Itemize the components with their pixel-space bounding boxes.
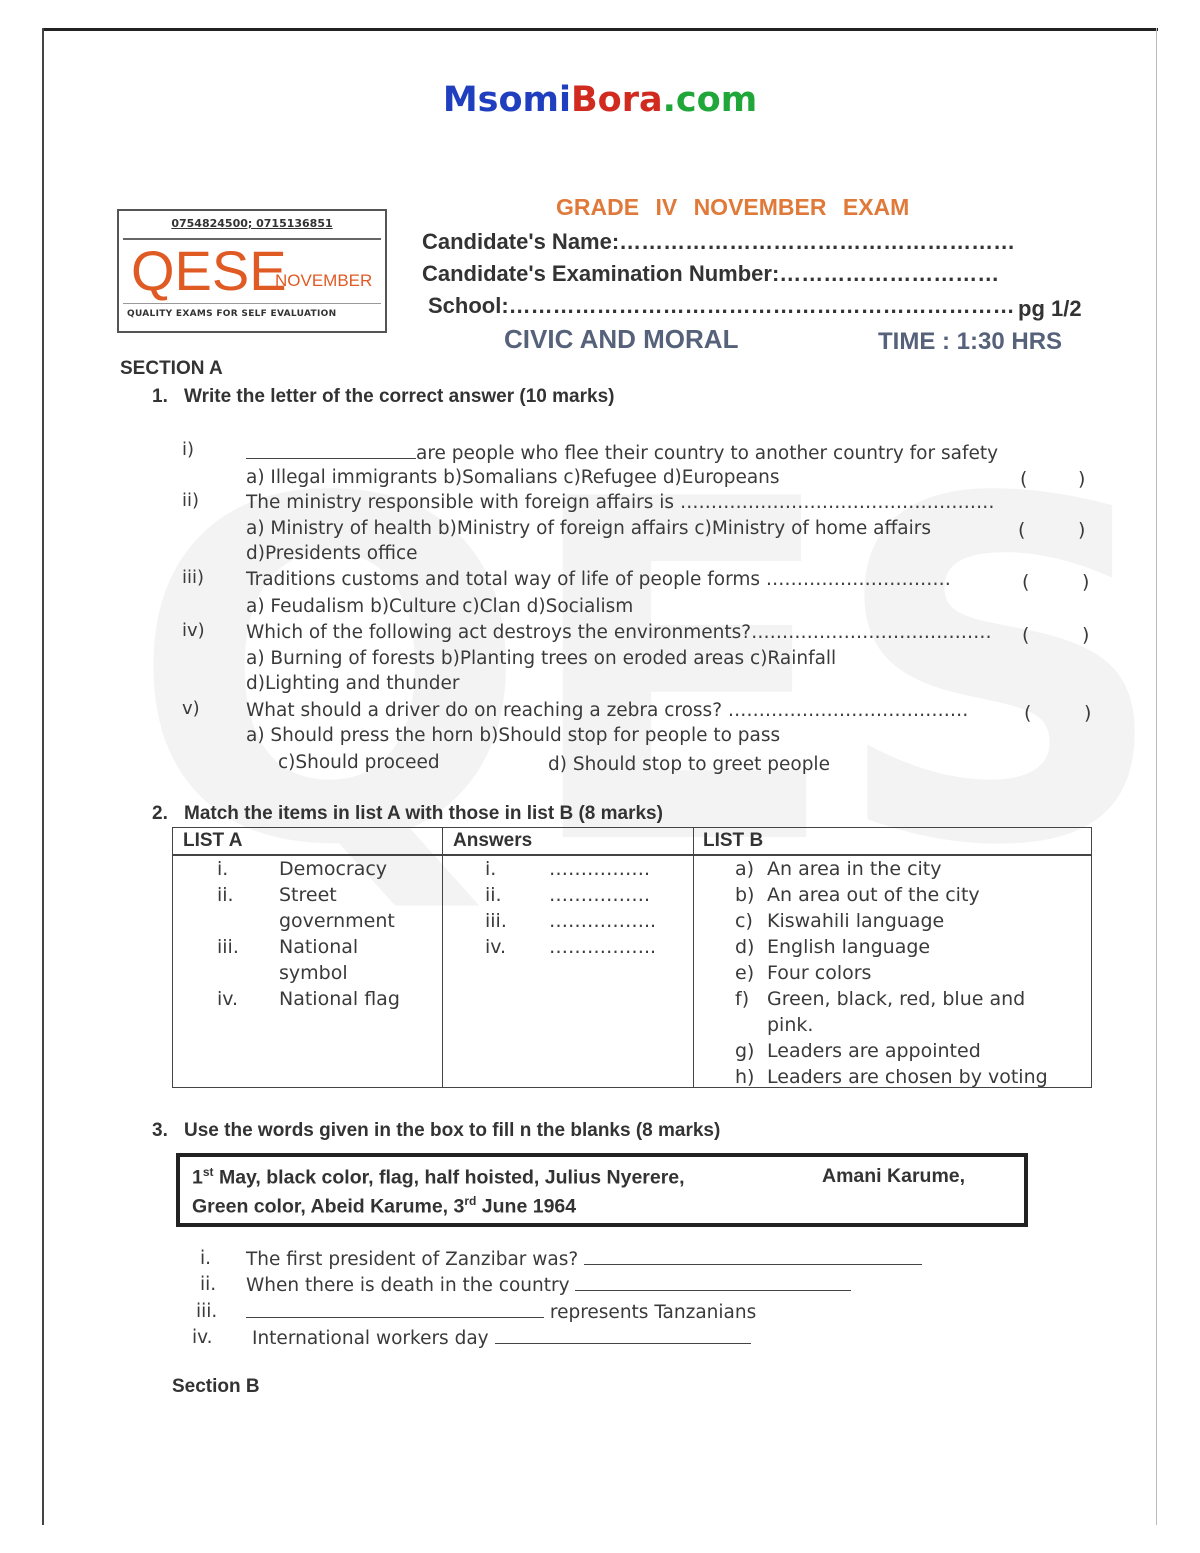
q3-item-1 xyxy=(246,1246,922,1273)
q1-item-4-question: Which of the following act destroys the environments?………………………………… xyxy=(246,622,992,643)
answers-header: Answers xyxy=(453,830,533,851)
q1-item-2-options: a) Ministry of health b)Ministry of foreign affairs c)Ministry of home affairs xyxy=(246,518,931,539)
q1-item-number: ii) xyxy=(182,490,200,511)
q1-item-number: iii) xyxy=(182,567,205,588)
school-field: School:…………………………………………………………… xyxy=(428,293,1015,318)
word-bank-line-1-end: Amani Karume, xyxy=(822,1165,966,1187)
q1-item-5-options: a) Should press the horn b)Should stop for people to pass xyxy=(246,725,781,746)
logo-tagline: QUALITY EXAMS FOR SELF EVALUATION xyxy=(127,309,337,319)
matching-table xyxy=(172,827,1092,1088)
list-a-item: Street xyxy=(279,884,337,906)
scan-left-edge xyxy=(42,28,44,1525)
q3-item-4 xyxy=(252,1325,751,1352)
answer-blank xyxy=(495,1325,751,1344)
list-b-item: An area out of the city xyxy=(767,884,980,906)
answer-blank xyxy=(246,440,416,459)
list-b-letter: c) xyxy=(735,910,753,932)
list-b-letter: h) xyxy=(735,1066,755,1088)
answer-blank xyxy=(584,1246,922,1265)
q1-item-1-options: a) Illegal immigrants b)Somalians c)Refugee d)Europeans xyxy=(246,467,780,488)
q3-item-1-text: The first president of Zanzibar was? xyxy=(246,1249,579,1270)
q3-item-number: ii. xyxy=(200,1274,217,1295)
logo-phones: 0754824500; 0715136851 xyxy=(171,217,333,230)
q2-instruction: Match the items in list A with those in list B (8 marks) xyxy=(184,803,663,824)
q1-item-4-options: a) Burning of forests b)Planting trees on eroded areas c)Rainfall xyxy=(246,648,837,669)
list-b-item: pink. xyxy=(767,1014,814,1036)
q1-item-3-options: a) Feudalism b)Culture c)Clan d)Socialism xyxy=(246,596,634,617)
q1-item-3-question: Traditions customs and total way of life of people forms ………………………… xyxy=(246,569,951,590)
q1-item-1-question xyxy=(246,440,998,467)
answer-blank xyxy=(575,1272,851,1291)
answer-blank: …………….. xyxy=(549,910,657,932)
table-column-divider xyxy=(442,828,443,1087)
subject-title: CIVIC AND MORAL xyxy=(504,324,739,354)
table-column-divider xyxy=(693,828,694,1087)
word-bank-line-2: Green color, Abeid Karume, 3rd June 1964 xyxy=(192,1194,577,1218)
list-a-item: National xyxy=(279,936,359,958)
answer-paren-open: ( xyxy=(1020,468,1028,490)
answer-number: iii. xyxy=(485,910,507,932)
exam-time: TIME : 1:30 HRS xyxy=(878,328,1063,355)
q3-number: 3. xyxy=(152,1120,168,1141)
answer-paren-open: ( xyxy=(1022,624,1030,646)
q3-item-3 xyxy=(246,1299,756,1326)
list-b-letter: g) xyxy=(735,1040,755,1062)
answer-paren-close: ) xyxy=(1078,468,1086,490)
brand-part-3: .com xyxy=(662,80,758,120)
q1-item-5-option-d: d) Should stop to greet people xyxy=(548,754,830,775)
q1-item-2-options-cont: d)Presidents office xyxy=(246,543,418,564)
answer-number: i. xyxy=(485,858,497,880)
q1-item-5-option-c: c)Should proceed xyxy=(278,752,440,773)
page-number: pg 1/2 xyxy=(1018,296,1082,321)
q1-heading xyxy=(152,386,614,408)
exam-grade-title: GRADE IV NOVEMBER EXAM xyxy=(556,194,910,220)
q1-item-5-question: What should a driver do on reaching a zebra cross? ………………………………… xyxy=(246,700,969,721)
q3-item-number: iv. xyxy=(192,1327,213,1348)
q3-item-4-text: International workers day xyxy=(252,1328,489,1349)
list-b-item: Kiswahili language xyxy=(767,910,945,932)
list-a-number: i. xyxy=(217,858,229,880)
list-b-item: Green, black, red, blue and xyxy=(767,988,1026,1010)
q3-item-3-text: represents Tanzanians xyxy=(549,1302,757,1323)
q1-number: 1. xyxy=(152,386,168,407)
site-brand xyxy=(410,62,790,138)
q2-number: 2. xyxy=(152,803,168,824)
scan-top-edge xyxy=(42,28,1158,31)
logo-divider-2 xyxy=(123,303,381,304)
word-bank-box xyxy=(176,1153,1028,1227)
list-b-header: LIST B xyxy=(703,830,764,851)
q3-item-2-text: When there is death in the country xyxy=(246,1275,570,1296)
candidate-name-field: Candidate's Name:……………………………………………… xyxy=(422,229,1016,254)
q1-item-4-options-cont: d)Lighting and thunder xyxy=(246,673,460,694)
qese-logo xyxy=(117,209,387,333)
answer-paren-close: ) xyxy=(1082,624,1090,646)
answer-paren-close: ) xyxy=(1078,519,1086,541)
answer-paren-open: ( xyxy=(1018,519,1026,541)
list-b-item: Leaders are chosen by voting xyxy=(767,1066,1048,1088)
list-b-letter: b) xyxy=(735,884,755,906)
list-b-letter: a) xyxy=(735,858,755,880)
answer-paren-close: ) xyxy=(1082,571,1090,593)
logo-name: QESE xyxy=(131,239,287,302)
list-b-letter: e) xyxy=(735,962,755,984)
brand-part-2: Bora xyxy=(571,80,663,120)
logo-month: NOVEMBER xyxy=(275,271,373,290)
list-a-item: Democracy xyxy=(279,858,388,880)
q1-item-2-question: The ministry responsible with foreign affairs is …………………………………………… xyxy=(246,492,995,513)
q1-item-number: iv) xyxy=(182,620,205,641)
answer-blank: ……………. xyxy=(549,884,651,906)
q3-item-2 xyxy=(246,1272,851,1299)
answer-blank: ……………. xyxy=(549,858,651,880)
list-b-item: An area in the city xyxy=(767,858,942,880)
list-a-number: iv. xyxy=(217,988,239,1010)
answer-blank: …………….. xyxy=(549,936,657,958)
brand-part-1: Msomi xyxy=(442,80,571,120)
answer-number: ii. xyxy=(485,884,502,906)
list-b-item: Four colors xyxy=(767,962,872,984)
list-b-letter: d) xyxy=(735,936,755,958)
list-b-item: English language xyxy=(767,936,931,958)
q3-instruction: Use the words given in the box to fill n the blanks (8 marks) xyxy=(184,1120,721,1141)
q2-heading xyxy=(152,803,663,825)
list-a-item: government xyxy=(279,910,395,932)
list-a-header: LIST A xyxy=(183,830,243,851)
answer-paren-close: ) xyxy=(1084,702,1092,724)
exam-number-field: Candidate's Examination Number:………………………… xyxy=(422,261,1000,286)
answer-paren-open: ( xyxy=(1024,702,1032,724)
list-a-item: symbol xyxy=(279,962,348,984)
q3-item-number: iii. xyxy=(196,1301,218,1322)
answer-paren-open: ( xyxy=(1022,571,1030,593)
section-a-title: SECTION A xyxy=(120,358,223,379)
q3-heading xyxy=(152,1120,720,1142)
word-bank-line-1: 1st May, black color, flag, half hoisted, Julius Nyerere, xyxy=(192,1165,685,1189)
q3-item-number: i. xyxy=(200,1248,212,1269)
list-a-item: National flag xyxy=(279,988,400,1010)
answer-blank xyxy=(246,1299,544,1318)
q1-instruction: Write the letter of the correct answer (10 marks) xyxy=(184,386,615,407)
list-b-item: Leaders are appointed xyxy=(767,1040,981,1062)
list-a-number: iii. xyxy=(217,936,239,958)
list-b-letter: f) xyxy=(735,988,750,1010)
list-a-number: ii. xyxy=(217,884,234,906)
q1-item-1-text: are people who flee their country to another country for safety xyxy=(416,443,999,464)
q1-item-number: v) xyxy=(182,698,200,719)
answer-number: iv. xyxy=(485,936,507,958)
q1-item-number: i) xyxy=(182,439,195,460)
section-b-title: Section B xyxy=(172,1376,260,1397)
